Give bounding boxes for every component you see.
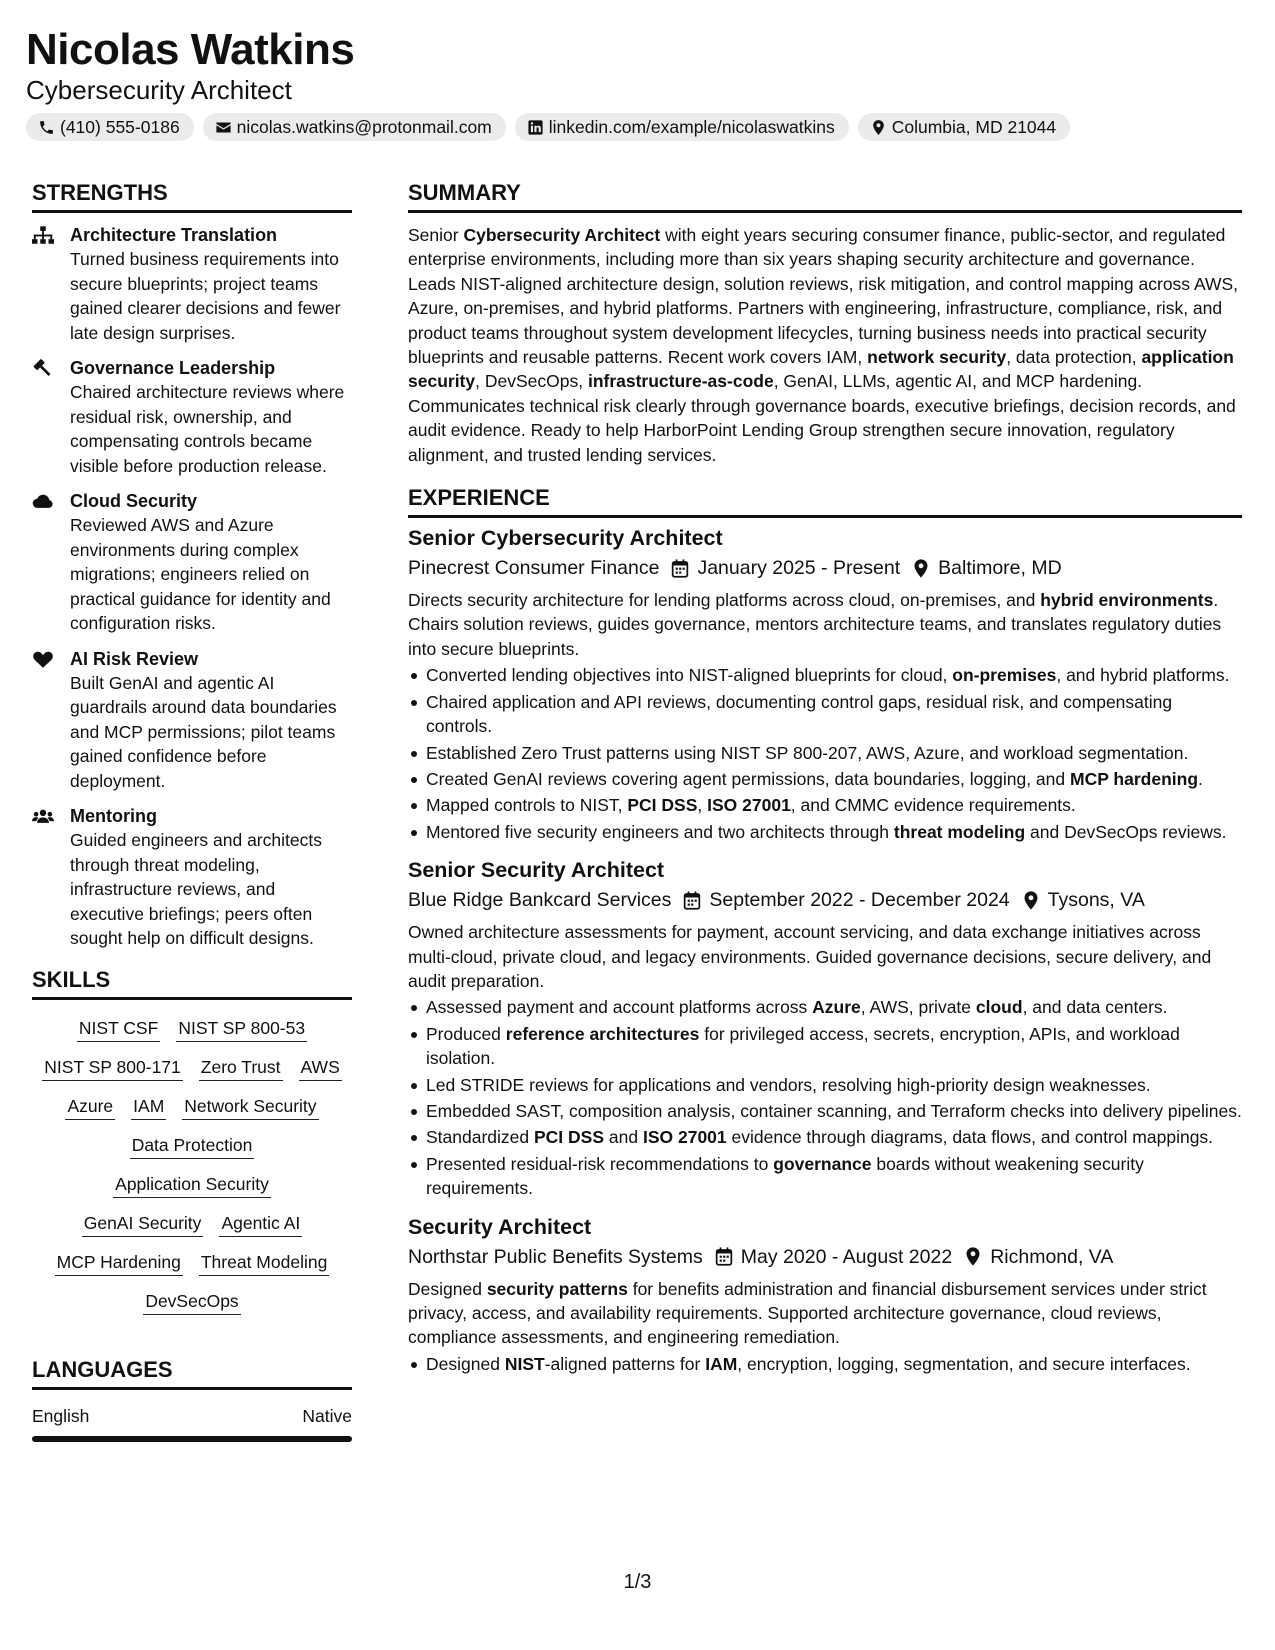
language-proficiency-bar <box>32 1436 352 1442</box>
contact-bar <box>26 113 1070 141</box>
skill-tag: Data Protection <box>130 1133 255 1159</box>
job-bullet: Standardized PCI DSS and ISO 27001 evidence through diagrams, data flows, and control mappings. <box>408 1125 1242 1149</box>
language-level: Native <box>302 1405 352 1426</box>
skill-tag: AWS <box>299 1055 342 1081</box>
heart-icon <box>32 650 54 669</box>
language-name: English <box>32 1405 90 1426</box>
skill-tag: GenAI Security <box>82 1211 204 1237</box>
contact-location[interactable] <box>858 113 1070 141</box>
skill-tag: Zero Trust <box>199 1055 283 1081</box>
gavel-icon <box>32 359 54 378</box>
users-icon <box>32 807 54 826</box>
job-dates: January 2025 - Present <box>697 557 901 580</box>
skill-tag: IAM <box>131 1094 166 1120</box>
strength-description: Built GenAI and agentic AI guardrails around data boundaries and MCP permissions; pilot teams gained confidence before deployment. <box>70 672 337 791</box>
job-location: Richmond, VA <box>990 1245 1114 1268</box>
job-bullet: Assessed payment and account platforms across Azure, AWS, private cloud, and data centers. <box>408 995 1242 1019</box>
calendar-icon <box>671 559 689 578</box>
job-bullet: Mentored five security engineers and two architects through threat modeling and DevSecOps reviews. <box>408 820 1242 844</box>
skills-list <box>32 1010 352 1315</box>
job-description: Owned architecture assessments for payment, account servicing, and data exchange initiatives across multi-cloud, private cloud, and legacy environments. Guided governance decisions, secure delivery, and audit preparation. <box>408 922 1212 991</box>
skill-tag: Application Security <box>113 1172 271 1198</box>
strength-item <box>32 223 352 345</box>
job-bullet: Established Zero Trust patterns using NIST SP 800-207, AWS, Azure, and workload segmentation. <box>408 741 1242 765</box>
strength-title: Governance Leadership <box>70 358 276 378</box>
job-bullet: Produced reference architectures for privileged access, secrets, encryption, APIs, and workload isolation. <box>408 1022 1242 1071</box>
candidate-role: Cybersecurity Architect <box>26 75 292 105</box>
job-bullet: Designed NIST-aligned patterns for IAM, encryption, logging, segmentation, and secure interfaces. <box>408 1352 1242 1376</box>
skill-tag: MCP Hardening <box>55 1250 183 1276</box>
skill-tag: DevSecOps <box>143 1289 240 1315</box>
email-text: nicolas.watkins@protonmail.com <box>236 116 492 137</box>
skills-heading: SKILLS <box>32 965 352 1000</box>
job-title: Security Architect <box>408 1214 592 1239</box>
job-bullet: Converted lending objectives into NIST-aligned blueprints for cloud, on-premises, and hybrid platforms. <box>408 663 1242 687</box>
job-location: Tysons, VA <box>1047 889 1145 912</box>
job-bullet: Led STRIDE reviews for applications and vendors, resolving high-priority design weaknesses. <box>408 1073 1242 1097</box>
job-company: Pinecrest Consumer Finance <box>408 557 660 580</box>
job-bullets <box>408 995 1242 1200</box>
job-bullet: Created GenAI reviews covering agent permissions, data boundaries, logging, and MCP hardening. <box>408 767 1242 791</box>
sitemap-icon <box>32 226 54 245</box>
job-dates: September 2022 - December 2024 <box>709 889 1010 912</box>
strength-title: Cloud Security <box>70 491 198 511</box>
skill-tag: Azure <box>65 1094 115 1120</box>
skill-tag: Agentic AI <box>219 1211 302 1237</box>
job-bullet: Presented residual-risk recommendations to governance boards without weakening security requirements. <box>408 1152 1242 1201</box>
job-description: Directs security architecture for lending platforms across cloud, on-premises, and hybrid environments. Chairs solution reviews, guides governance, mentors architecture teams, and translates regulatory duties into secure blueprints. <box>408 590 1222 659</box>
languages-heading: LANGUAGES <box>32 1355 352 1390</box>
strength-title: Mentoring <box>70 806 157 826</box>
job-title: Senior Cybersecurity Architect <box>408 526 723 551</box>
location-pin-icon <box>912 559 930 578</box>
job-company: Blue Ridge Bankcard Services <box>408 889 672 912</box>
skill-tag: NIST SP 800-171 <box>42 1055 183 1081</box>
strength-title: AI Risk Review <box>70 648 199 669</box>
phone-icon <box>38 119 55 136</box>
strength-description: Guided engineers and architects through threat modeling, infrastructure reviews, and executive briefings; peers often sought help on difficult designs. <box>70 830 322 948</box>
candidate-name: Nicolas Watkins <box>26 25 355 74</box>
summary-text: Senior Cybersecurity Architect with eight years securing consumer finance, public-sector, and regulated enterprise environments, including more than six years shaping security architecture and governance. Leads NIST-aligned architecture design, solution reviews, risk mitigation, and control mapping across AWS, Azure, on-premises, and hybrid platforms. Partners with engineering, infrastructure, compliance, risk, and product teams throughout system development lifecycles, turning business needs into practical security blueprints and reusable patterns. Recent work covers IAM, network security, data protection, application security, DevSecOps, infrastructure-as-code, GenAI, LLMs, agentic AI, and MCP hardening. Communicates technical risk clearly through governance boards, executive briefings, decision records, and audit evidence. Ready to help HarborPoint Lending Group strengthen secure innovation, regulatory alignment, and trusted lending services. <box>408 225 1239 465</box>
contact-email[interactable] <box>203 113 506 141</box>
envelope-icon <box>215 119 232 136</box>
skill-tag: NIST CSF <box>77 1016 160 1042</box>
strength-title: Architecture Translation <box>70 225 278 245</box>
strength-item <box>32 804 352 951</box>
job-meta <box>408 1243 1242 1271</box>
right-column <box>408 178 1242 1388</box>
skill-tag: Network Security <box>182 1094 318 1120</box>
strength-description: Turned business requirements into secure blueprints; project teams gained clearer decisions and fewer late design surprises. <box>70 249 341 343</box>
strengths-heading: STRENGTHS <box>32 178 352 213</box>
left-column <box>32 178 352 1442</box>
job-bullets <box>408 1352 1242 1376</box>
strength-description: Reviewed AWS and Azure environments during complex migrations; engineers relied on practical guidance for identity and configuration risks. <box>70 515 331 633</box>
linkedin-text: linkedin.com/example/nicolaswatkins <box>548 116 835 137</box>
strength-description: Chaired architecture reviews where residual risk, ownership, and compensating controls became visible before production release. <box>70 382 345 476</box>
calendar-icon <box>683 891 701 910</box>
language-item <box>32 1404 352 1428</box>
experience-heading: EXPERIENCE <box>408 483 1242 518</box>
contact-linkedin[interactable] <box>515 113 849 141</box>
job-location: Baltimore, MD <box>938 557 1062 580</box>
job-bullet: Mapped controls to NIST, PCI DSS, ISO 27001, and CMMC evidence requirements. <box>408 793 1242 817</box>
skill-tag: NIST SP 800-53 <box>176 1016 307 1042</box>
phone-text: (410) 555-0186 <box>60 116 180 137</box>
location-pin-icon <box>1022 891 1040 910</box>
job-dates: May 2020 - August 2022 <box>740 1245 953 1268</box>
strength-item <box>32 489 352 636</box>
job-entry <box>408 524 1242 844</box>
strength-item <box>32 647 352 794</box>
location-pin-icon <box>870 119 887 136</box>
contact-phone[interactable] <box>26 113 194 141</box>
location-text: Columbia, MD 21044 <box>891 116 1057 137</box>
location-pin-icon <box>964 1247 982 1266</box>
job-description: Designed security patterns for benefits administration and financial disbursement services under strict privacy, access, and availability requirements. Supported architecture governance, cloud reviews, compliance assessments, and engineering remediation. <box>408 1278 1207 1348</box>
job-entry <box>408 1213 1242 1377</box>
job-meta <box>408 886 1242 914</box>
summary-heading: SUMMARY <box>408 178 1242 213</box>
job-bullet: Embedded SAST, composition analysis, container scanning, and Terraform checks into delivery pipelines. <box>408 1099 1242 1123</box>
skill-tag: Threat Modeling <box>199 1250 329 1276</box>
job-title: Senior Security Architect <box>408 858 665 883</box>
cloud-icon <box>32 492 54 511</box>
page-number: 1/3 <box>623 1571 652 1593</box>
calendar-icon <box>715 1247 733 1266</box>
job-entry <box>408 856 1242 1200</box>
job-bullets <box>408 663 1242 844</box>
job-meta <box>408 554 1242 582</box>
job-bullet: Chaired application and API reviews, documenting control gaps, residual risk, and compensating controls. <box>408 690 1242 739</box>
job-company: Northstar Public Benefits Systems <box>408 1245 703 1268</box>
linkedin-icon <box>527 119 544 136</box>
strength-item <box>32 356 352 478</box>
